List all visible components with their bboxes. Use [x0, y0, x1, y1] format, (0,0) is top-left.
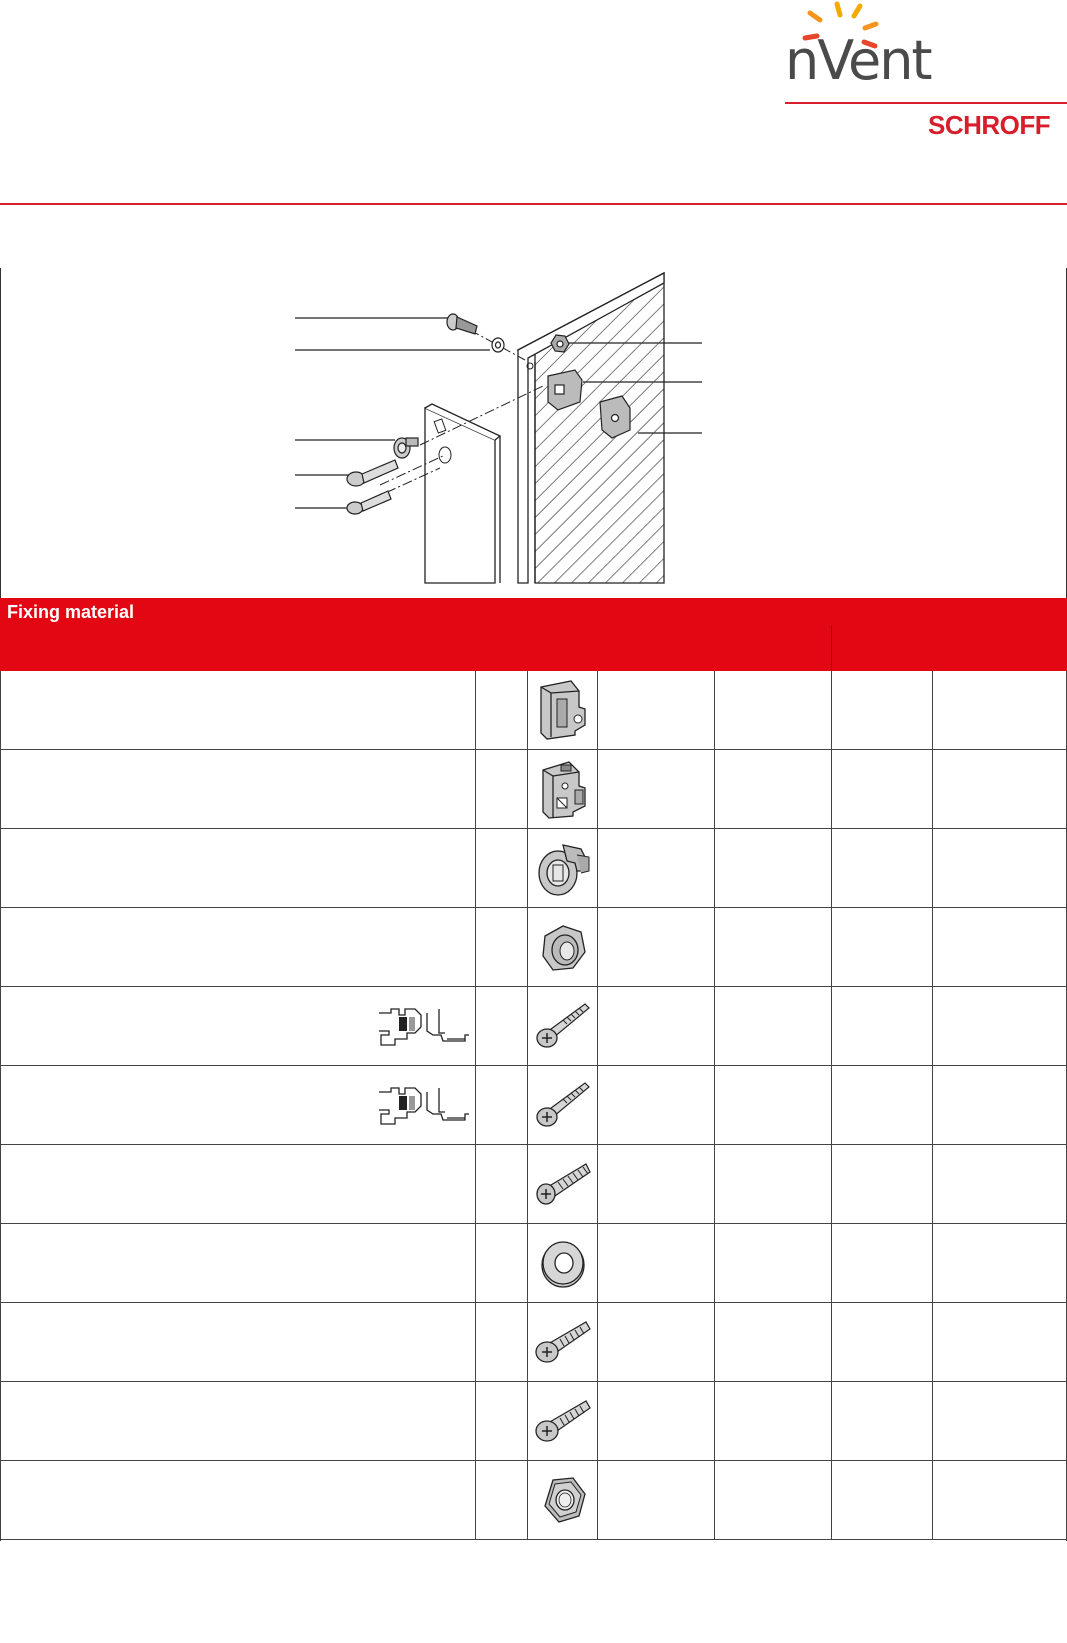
table-cell: [933, 671, 1067, 750]
table-cell: [832, 750, 933, 829]
header-cell: [598, 625, 715, 671]
table-row: [1, 1224, 1067, 1303]
countersunk-screw-icon: [532, 1154, 594, 1214]
table-cell: [832, 671, 933, 750]
collar-bush-icon: [533, 835, 593, 901]
table-cell: [598, 671, 715, 750]
image-cell: [528, 671, 598, 750]
table-cell: [933, 1224, 1067, 1303]
table-row: [1, 908, 1067, 987]
table-cell: [598, 908, 715, 987]
table-cell: [933, 908, 1067, 987]
image-cell: [528, 1382, 598, 1461]
table-cell: [598, 987, 715, 1066]
image-cell: [528, 829, 598, 908]
image-cell: [528, 1461, 598, 1540]
table-cell: [476, 1066, 528, 1145]
header-cell: [598, 599, 832, 625]
table-cell: [476, 987, 528, 1066]
table-cell: [598, 1461, 715, 1540]
table-cell: [476, 829, 528, 908]
header-rule: [0, 203, 1067, 205]
table-cell: [832, 1224, 933, 1303]
table-row: [1, 1461, 1067, 1540]
table-cell: [832, 987, 933, 1066]
brand-name: SCHROFF: [928, 110, 1051, 140]
image-cell: [528, 1303, 598, 1382]
table-cell: [598, 1303, 715, 1382]
pan-head-screw-icon: [532, 1391, 594, 1451]
brand-underline: [785, 102, 1067, 104]
table-cell: [832, 1382, 933, 1461]
table-cell: [933, 1303, 1067, 1382]
header-cell: [528, 599, 598, 671]
table-cell: [476, 1303, 528, 1382]
header-cell: [476, 599, 528, 671]
table-cell: [476, 1224, 528, 1303]
table-row: [1, 829, 1067, 908]
table-cell: [933, 1382, 1067, 1461]
table-cell: [933, 987, 1067, 1066]
table-cell: [832, 1303, 933, 1382]
table-cell: [598, 1066, 715, 1145]
description-cell: [1, 1382, 476, 1461]
table-cell: [715, 987, 832, 1066]
table-cell: [715, 1303, 832, 1382]
oval-head-screw-icon: [533, 1075, 593, 1135]
table-cell: [933, 1066, 1067, 1145]
table-cell: [598, 829, 715, 908]
table-cell: [476, 1461, 528, 1540]
table-cell: [598, 1382, 715, 1461]
assembly-illustration: [0, 268, 1067, 598]
image-cell: [528, 1224, 598, 1303]
table-cell: [715, 829, 832, 908]
table-row: [1, 1382, 1067, 1461]
pan-head-screw-icon: [532, 1312, 594, 1372]
table-cell: [476, 908, 528, 987]
brand-wordmark: nVent: [785, 29, 931, 92]
table-cell: [715, 1382, 832, 1461]
description-cell: [1, 829, 476, 908]
header-cell: [933, 599, 1067, 671]
table-cell: [832, 908, 933, 987]
header-cell: [832, 599, 933, 671]
table-cell: [715, 1066, 832, 1145]
table-title: Fixing material: [7, 602, 135, 622]
table-cell: [715, 908, 832, 987]
table-row: [1, 987, 1067, 1066]
table-cell: [933, 829, 1067, 908]
image-cell: [528, 987, 598, 1066]
table-cell: [715, 1224, 832, 1303]
table-cell: [715, 1461, 832, 1540]
rail-profile-icon: [377, 1005, 469, 1047]
description-cell: [1, 987, 476, 1066]
image-cell: [528, 908, 598, 987]
rail-profile-icon: [377, 1084, 469, 1126]
table-cell: [476, 1145, 528, 1224]
table-cell: [832, 829, 933, 908]
table-cell: [476, 1382, 528, 1461]
header-cell: [715, 625, 832, 671]
image-cell: [528, 1145, 598, 1224]
description-cell: [1, 908, 476, 987]
table-row: [1, 1145, 1067, 1224]
table-cell: [933, 750, 1067, 829]
description-cell: [1, 1145, 476, 1224]
table-cell: [476, 671, 528, 750]
washer-icon: [533, 1233, 593, 1293]
description-cell: [1, 1066, 476, 1145]
description-cell: [1, 1461, 476, 1540]
description-cell: [1, 1303, 476, 1382]
description-cell: [1, 750, 476, 829]
table-row: [1, 750, 1067, 829]
table-cell: [598, 1224, 715, 1303]
snap-nut-icon: [533, 756, 593, 822]
table-cell: [832, 1461, 933, 1540]
description-cell: [1, 671, 476, 750]
image-cell: [528, 750, 598, 829]
table-row: [1, 1303, 1067, 1382]
oval-head-screw-icon: [533, 996, 593, 1056]
clip-nut-icon: [533, 677, 593, 743]
table-cell: [933, 1461, 1067, 1540]
hex-nut-icon: [533, 1470, 593, 1530]
table-cell: [715, 1145, 832, 1224]
table-cell: [476, 750, 528, 829]
table-row: [1, 1066, 1067, 1145]
table-cell: [715, 750, 832, 829]
header-title-cell: [1, 599, 476, 671]
table-cell: [832, 1066, 933, 1145]
table-cell: [933, 1145, 1067, 1224]
description-cell: [1, 1224, 476, 1303]
table-row: [1, 671, 1067, 750]
image-cell: [528, 1066, 598, 1145]
table-cell: [832, 1145, 933, 1224]
table-cell: [598, 750, 715, 829]
ring-bush-icon: [533, 914, 593, 980]
table-cell: [715, 671, 832, 750]
table-cell: [598, 1145, 715, 1224]
fixing-material-table: [0, 598, 1067, 1540]
